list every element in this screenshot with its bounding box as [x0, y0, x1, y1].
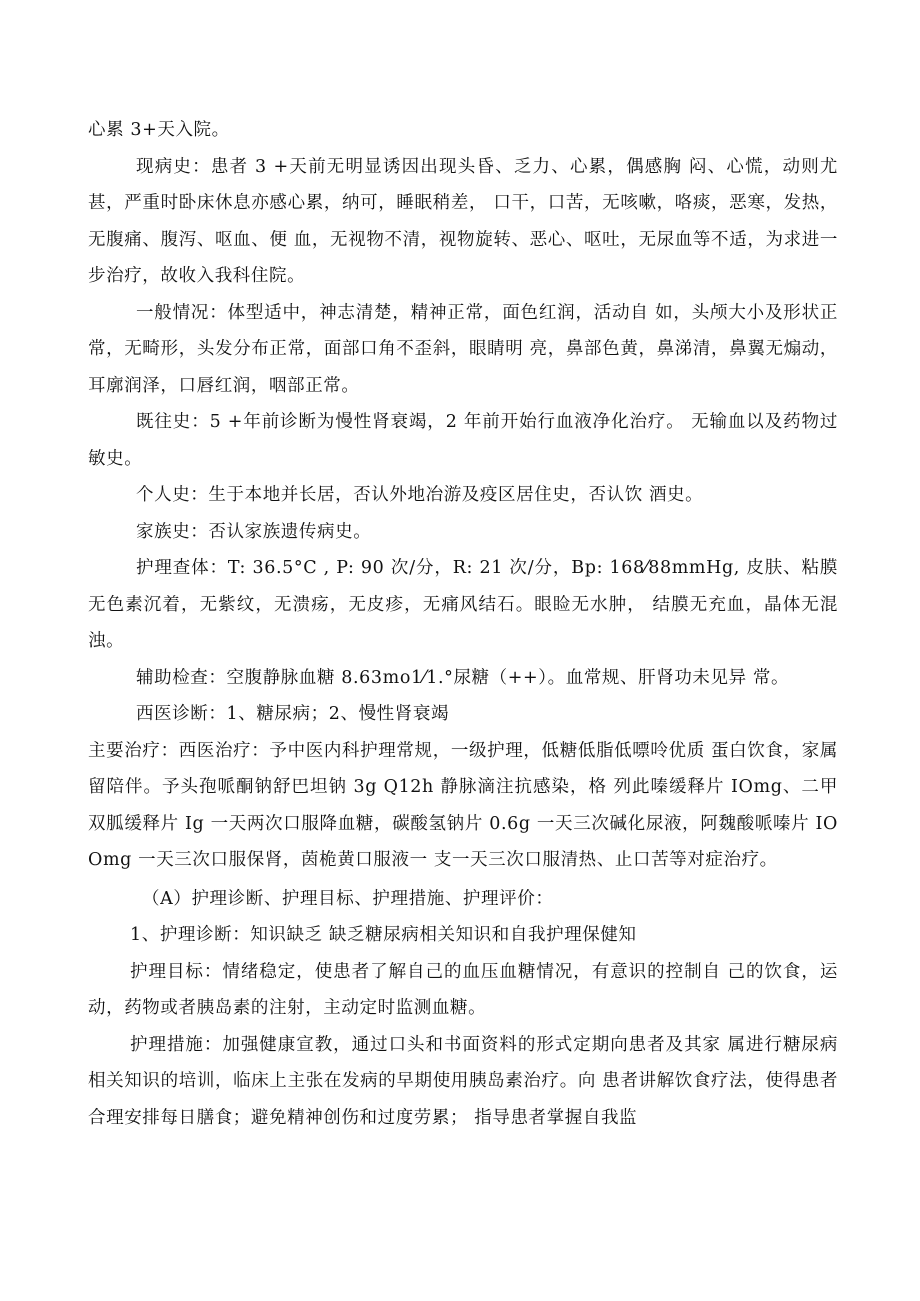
document-body [88, 112, 838, 1136]
paragraph-nursing-measures: 护理措施：加强健康宣教，通过口头和书面资料的形式定期向患者及其家 属进行糖尿病相关知识的培训，临床上主张在发病的早期使用胰岛素治疗。向 患者讲解饮食疗法，使得患者合理安排每日膳食；避免精神创伤和过度劳累； 指导患者掌握自我监 [88, 1034, 838, 1128]
paragraph-western-diagnosis: 西医诊断：1、糖尿病；2、慢性肾衰竭 [136, 704, 450, 724]
paragraph-personal-history: 个人史：生于本地并长居，否认外地冶游及疫区居住史，否认饮 酒史。 [136, 485, 704, 505]
paragraph-family-history: 家族史：否认家族遗传病史。 [136, 521, 372, 542]
paragraph-general-condition: 一般情况：体型适中，神志清楚，精神正常，面色红润，活动自 如，头颅大小及形状正常，无畸形，头发分布正常，面部口角不歪斜，眼睛明 亮，鼻部色黄，鼻涕清，鼻翼无煽动，耳廓润泽，口唇红润，咽部正常。 [88, 302, 838, 396]
paragraph-admission-reason: 心累 3+天入院。 [88, 120, 230, 140]
paragraph-auxiliary-exam: 辅助检查：空腹静脉血糖 8.63mo1⁄1.°尿糖（++）。血常规、肝肾功未见异 常。 [136, 667, 790, 688]
paragraph-nursing-goal: 护理目标：情绪稳定，使患者了解自己的血压血糖情况，有意识的控制自 己的饮食，运动，药物或者胰岛素的注射，主动定时监测血糖。 [88, 961, 838, 1018]
paragraph-past-history: 既往史：5 +年前诊断为慢性肾衰竭，2 年前开始行血液净化治疗。 无输血以及药物过敏史。 [88, 412, 838, 469]
paragraph-nursing-diagnosis: 1、护理诊断：知识缺乏 缺乏糖尿病相关知识和自我护理保健知 [130, 925, 637, 945]
paragraph-main-treatment: 主要治疗：西医治疗：予中医内科护理常规，一级护理，低糖低脂低嘌呤优质 蛋白饮食，家属留陪伴。予头孢哌酮钠舒巴坦钠 3g Q12h 静脉滴注抗感染，格 列此嗪缓释片 IOmg、二甲双胍缓释片 Ig 一天两次口服降血糖，碳酸氢钠片 0.6g 一天三次碱化尿液，阿魏酸哌嗪片 IOOmg 一天三次口服保肾，茵桅黄口服液一 支一天三次口服清热、止口苦等对症治疗。 [88, 740, 838, 870]
section-heading-nursing: （A）护理诊断、护理目标、护理措施、护理评价： [142, 888, 554, 909]
paragraph-present-illness: 现病史：患者 3 +天前无明显诱因出现头昏、乏力、心累，偶感胸 闷、心慌，动则尤甚，严重时卧床休息亦感心累，纳可，睡眠稍差， 口干，口苦，无咳嗽，咯痰，恶寒，发热，无腹痛、腹泻、呕血、便 血，无视物不清，视物旋转、恶心、呕吐，无尿血等不适，为求进一 步治疗，故收入我科住院。 [88, 156, 838, 286]
paragraph-nursing-exam: 护理查体：T: 36.5°C , P: 90 次/分，R: 21 次/分，Bp: 168⁄88mmHg, 皮肤、粘膜无色素沉着，无紫纹，无溃疡，无皮疹，无痛风结石。眼睑无水肿， 结膜无充血，晶体无混浊。 [88, 558, 838, 651]
